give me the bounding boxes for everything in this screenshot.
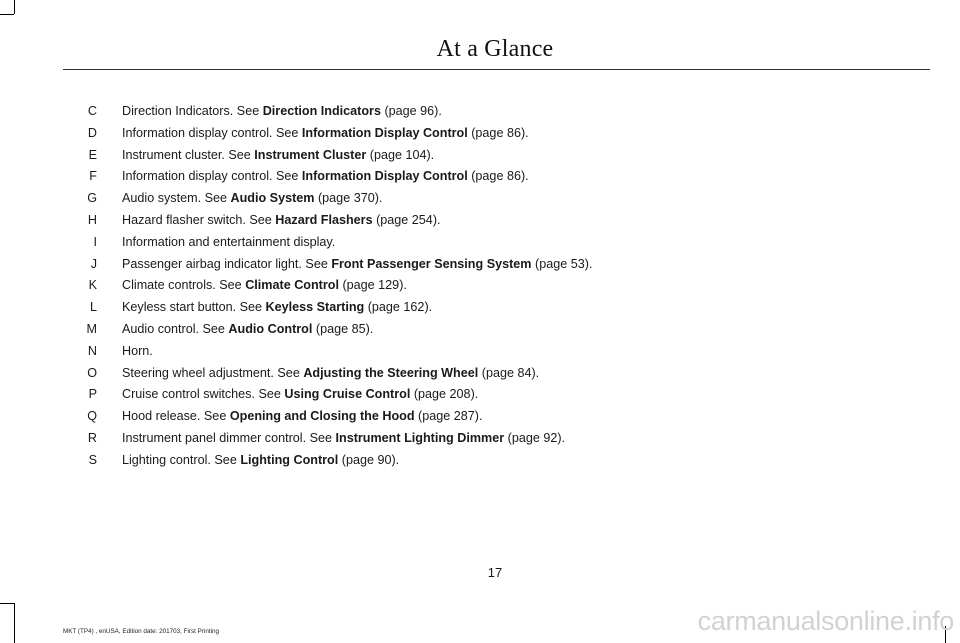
list-item [0, 232, 960, 254]
page-reference: (page 104). [366, 147, 435, 162]
cross-reference-link[interactable]: Adjusting the Steering Wheel [303, 365, 479, 380]
cross-reference-link[interactable]: Climate Control [245, 278, 339, 293]
item-description [122, 406, 482, 428]
item-key: F [89, 169, 97, 184]
cross-reference-link[interactable]: Using Cruise Control [284, 387, 411, 402]
item-description [122, 450, 399, 472]
list-item [0, 428, 960, 450]
item-key: H [87, 212, 97, 227]
legend-list [0, 101, 960, 472]
item-text: Climate controls. See [122, 278, 246, 293]
list-item [0, 254, 960, 276]
item-description [122, 275, 407, 297]
cross-reference-link[interactable]: Keyless Starting [265, 300, 365, 315]
cross-reference-link[interactable]: Audio System [230, 191, 315, 206]
page-reference: (page 90). [338, 452, 400, 467]
list-item [0, 384, 960, 406]
list-item [0, 210, 960, 232]
cross-reference-link[interactable]: Instrument Cluster [254, 147, 367, 162]
item-description [122, 232, 335, 254]
item-description [122, 319, 373, 341]
item-text: Information and entertainment display. [122, 234, 336, 249]
cross-reference-link[interactable]: Information Display Control [301, 125, 468, 140]
list-item [0, 101, 960, 123]
crop-mark-top-left-v [14, 0, 15, 14]
cross-reference-link[interactable]: Opening and Closing the Hood [229, 409, 415, 424]
item-text: Lighting control. See [122, 452, 241, 467]
header-rule [63, 69, 930, 70]
page-reference: (page 370). [314, 191, 383, 206]
list-item [0, 166, 960, 188]
list-item [0, 319, 960, 341]
item-key: I [93, 234, 97, 249]
item-text: Horn. [122, 343, 153, 358]
item-description [122, 254, 592, 276]
list-item [0, 275, 960, 297]
list-item [0, 188, 960, 210]
item-key: D [87, 125, 97, 140]
item-key: R [87, 430, 97, 445]
page-reference: (page 85). [312, 321, 374, 336]
page-reference: (page 86). [467, 125, 529, 140]
footer-edition: MKT (TP4) , enUSA, Edition date: 201703, First Printing [63, 628, 219, 635]
item-key: G [87, 191, 97, 206]
crop-mark-top-left-h [0, 14, 14, 15]
item-key: P [88, 387, 97, 402]
item-key: C [87, 104, 97, 118]
cross-reference-link[interactable]: Front Passenger Sensing System [331, 256, 532, 271]
item-description [122, 297, 432, 319]
item-description [122, 188, 382, 210]
cross-reference-link[interactable]: Hazard Flashers [275, 212, 373, 227]
item-key: J [90, 256, 97, 271]
item-text: Hazard flasher switch. See [122, 212, 276, 227]
page-reference: (page 84). [478, 365, 540, 380]
page-reference: (page 162). [364, 300, 433, 315]
item-text: Passenger airbag indicator light. See [122, 256, 332, 271]
item-text: Keyless start button. See [122, 300, 266, 315]
page-reference: (page 287). [414, 409, 483, 424]
item-description [122, 101, 442, 123]
cross-reference-link[interactable]: Instrument Lighting Dimmer [335, 430, 505, 445]
list-item [0, 297, 960, 319]
item-text: Instrument cluster. See [122, 147, 255, 162]
item-text: Direction Indicators. See [122, 104, 263, 118]
item-text: Audio system. See [122, 191, 231, 206]
cross-reference-link[interactable]: Information Display Control [301, 169, 468, 184]
item-description [122, 363, 539, 385]
item-key: L [89, 300, 97, 315]
item-text: Steering wheel adjustment. See [122, 365, 304, 380]
item-key: E [88, 147, 97, 162]
page-number: 17 [487, 565, 503, 580]
item-key: Q [87, 409, 97, 424]
crop-mark-bottom-left-v [14, 603, 15, 643]
page-title: At a Glance [436, 36, 554, 62]
page-reference: (page 96). [380, 104, 442, 118]
page-reference: (page 53). [531, 256, 593, 271]
crop-mark-bottom-left-h [0, 603, 14, 604]
item-description [122, 384, 478, 406]
item-text: Information display control. See [122, 169, 302, 184]
item-text: Information display control. See [122, 125, 302, 140]
list-item [0, 450, 960, 472]
list-item [0, 406, 960, 428]
page-reference: (page 86). [467, 169, 529, 184]
cross-reference-link[interactable]: Direction Indicators [262, 104, 381, 118]
page-reference: (page 208). [410, 387, 479, 402]
item-description [122, 166, 529, 188]
item-text: Instrument panel dimmer control. See [122, 430, 336, 445]
list-item [0, 123, 960, 145]
cross-reference-link[interactable]: Lighting Control [240, 452, 339, 467]
list-item [0, 341, 960, 363]
page-reference: (page 129). [338, 278, 407, 293]
item-key: K [88, 278, 97, 293]
page-reference: (page 92). [504, 430, 566, 445]
item-description [122, 341, 153, 363]
item-description [122, 428, 565, 450]
cross-reference-link[interactable]: Audio Control [228, 321, 313, 336]
item-key: M [86, 321, 97, 336]
item-text: Hood release. See [122, 409, 230, 424]
item-text: Cruise control switches. See [122, 387, 285, 402]
item-text: Audio control. See [122, 321, 229, 336]
item-key: S [88, 452, 97, 467]
watermark: carmanualsonline.info [697, 606, 954, 636]
item-description [122, 145, 434, 167]
list-item [0, 145, 960, 167]
item-description [122, 210, 441, 232]
list-item [0, 363, 960, 385]
item-key: N [87, 343, 97, 358]
page-reference: (page 254). [372, 212, 441, 227]
item-description [122, 123, 529, 145]
item-key: O [87, 365, 97, 380]
